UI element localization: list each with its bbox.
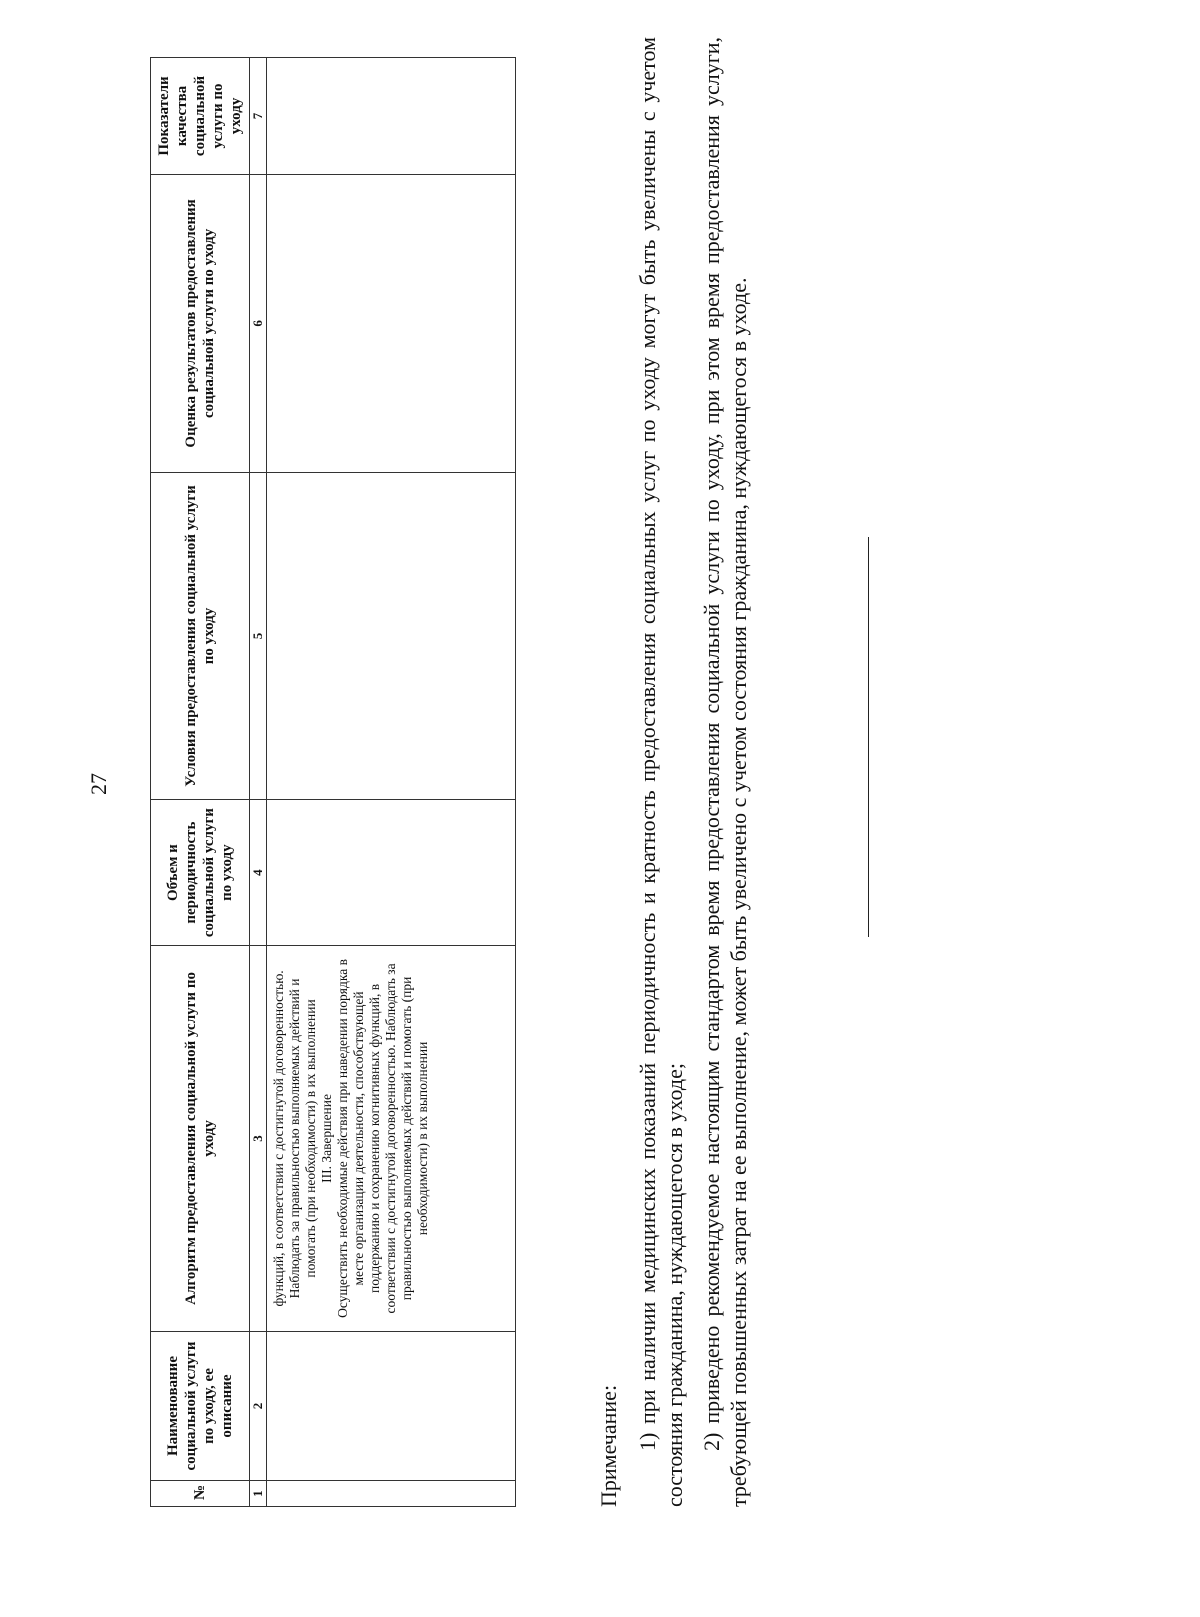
table-header-row <box>151 58 250 1507</box>
column-number: 2 <box>250 1331 267 1481</box>
cell-evaluation <box>267 174 516 472</box>
header-volume-periodicity: Объем и периодичность социальной услуги по уходу <box>151 800 250 946</box>
table-row <box>267 58 516 1507</box>
cell-algorithm: функций, в соответствии с достигнутой договоренностью. Наблюдать за правильностью выполняемых действий и помогать (при необходимости) в их выполнении III. Завершение Осуществить необходимые действия при наведении порядка в месте организации деятельности, способствующей поддержанию и сохранению когнитивных функций, в соответствии с достигнутой договоренностью. Наблюдать за правильностью выполняемых действий и помогать (при необходимости) в их выполнении <box>267 946 516 1332</box>
cell-volume <box>267 800 516 946</box>
separator-line <box>868 537 869 937</box>
cell-number <box>267 1481 516 1507</box>
column-number: 5 <box>250 472 267 799</box>
column-number: 4 <box>250 800 267 946</box>
services-table <box>150 57 516 1507</box>
header-service-name: Наименование социальной услуги по уходу, ее описание <box>151 1331 250 1481</box>
header-conditions: Условия предоставления социальной услуги по уходу <box>151 472 250 799</box>
cell-conditions <box>267 472 516 799</box>
column-number: 1 <box>250 1481 267 1507</box>
header-number: № <box>151 1481 250 1507</box>
note-item: 1) при наличии медицинских показаний периодичность и кратность предоставления социальных услуг по уходу могут быть увеличены с учетом состояния гражданина, нуждающегося в уходе; <box>635 37 687 1507</box>
column-number-row <box>250 58 267 1507</box>
column-number: 6 <box>250 174 267 472</box>
notes-section <box>595 37 762 1507</box>
header-evaluation: Оценка результатов предоставления социальной услуги по уходу <box>151 174 250 472</box>
cell-service-name <box>267 1331 516 1481</box>
header-algorithm: Алгоритм предоставления социальной услуги по уходу <box>151 946 250 1332</box>
cell-quality <box>267 58 516 175</box>
column-number: 3 <box>250 946 267 1332</box>
header-quality-indicators: Показатели качества социальной услуги по уходу <box>151 58 250 175</box>
page-number: 27 <box>86 773 111 795</box>
note-item: 2) приведено рекомендуемое настоящим стандартом время предоставления социальной услуги по уходу, при этом время предоставления услуги, требующей повышенных затрат на ее выполнение, может быть увеличено с учетом состояния гражданина, нуждающегося в уходе. <box>699 37 751 1507</box>
notes-title: Примечание: <box>596 1384 621 1507</box>
column-number: 7 <box>250 58 267 175</box>
